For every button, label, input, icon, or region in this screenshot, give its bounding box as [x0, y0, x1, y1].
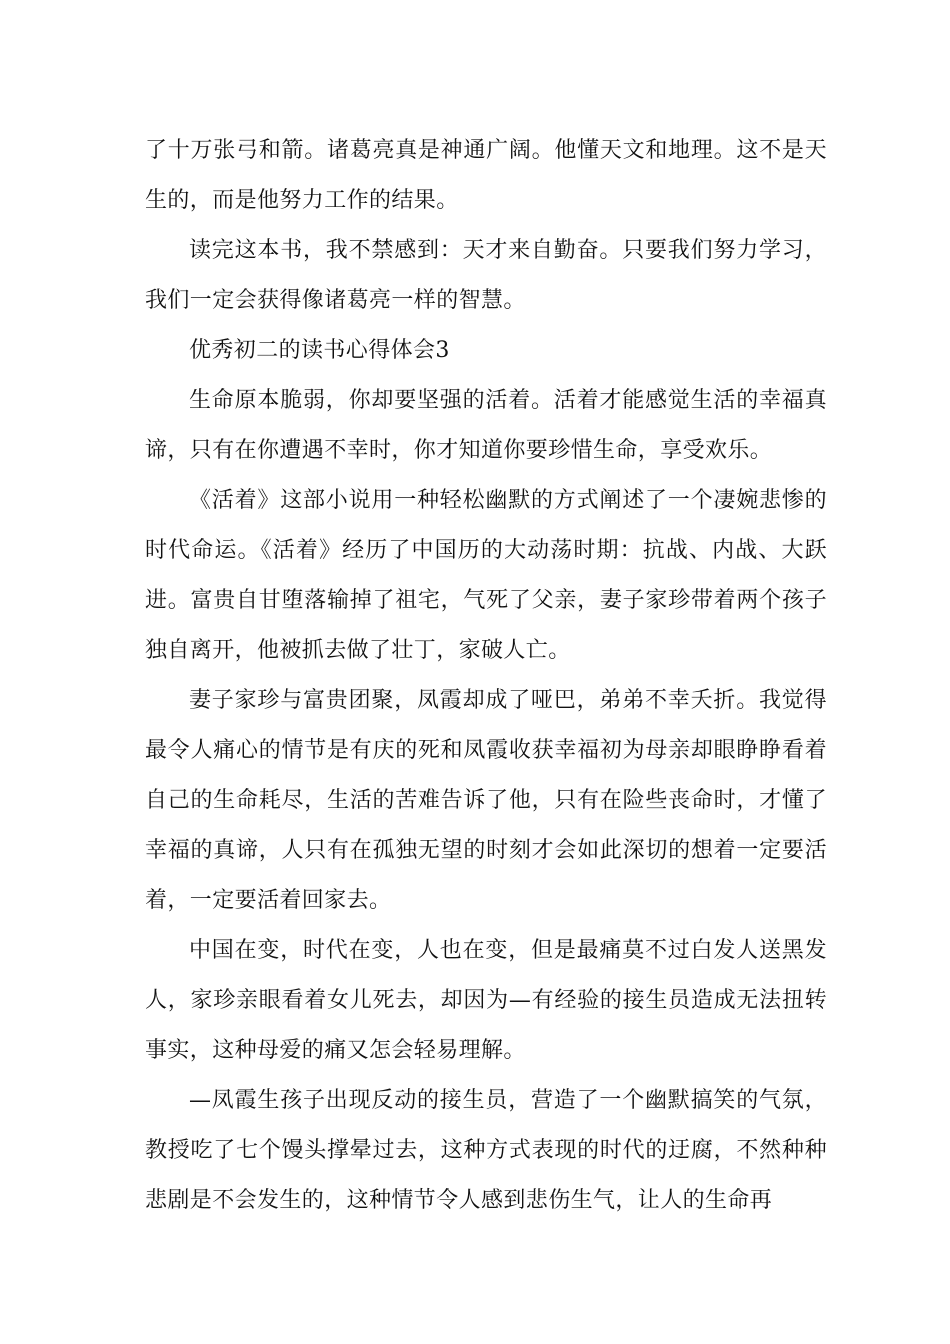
document-body [145, 126, 827, 1226]
paragraph-reunion: 妻子家珍与富贵团聚，凤霞却成了哑巴，弟弟不幸夭折。我觉得最令人痛心的情节是有庆的死和凤霞收获幸福初为母亲却眼睁睁看着自己的生命耗尽，生活的苦难告诉了他，只有在险些丧命时，才懂了幸福的真谛，人只有在孤独无望的时刻才会如此深切的想着一定要活着，一定要活着回家去。 [145, 688, 827, 913]
paragraph-life-fragile: 生命原本脆弱，你却要坚强的活着。活着才能感觉生活的幸福真谛，只有在你遭遇不幸时，你才知道你要珍惜生命，享受欢乐。 [145, 388, 827, 463]
paragraph-fengxia-birth: —凤霞生孩子出现反动的接生员，营造了一个幽默搞笑的气氛，教授吃了七个馒头撑晕过去，这种方式表现的时代的迂腐，不然种种悲剧是不会发生的，这种情节令人感到悲伤生气，让人的生命再 [145, 1088, 827, 1213]
paragraph-conclusion: 读完这本书，我不禁感到：天才来自勤奋。只要我们努力学习，我们一定会获得像诸葛亮一样的智慧。 [145, 238, 827, 313]
section-heading: 优秀初二的读书心得体会3 [189, 338, 450, 363]
paragraph-continued: 了十万张弓和箭。诸葛亮真是神通广阔。他懂天文和地理。这不是天生的，而是他努力工作的结果。 [145, 138, 827, 213]
paragraph-novel-summary: 《活着》这部小说用一种轻松幽默的方式阐述了一个凄婉悲惨的时代命运。《活着》经历了中国历的大动荡时期：抗战、内战、大跃进。富贵自甘堕落输掉了祖宅，气死了父亲，妻子家珍带着两个孩子独自离开，他被抓去做了壮丁，家破人亡。 [145, 488, 827, 663]
paragraph-times-change: 中国在变，时代在变，人也在变，但是最痛莫不过白发人送黑发人，家珍亲眼看着女儿死去，却因为—有经验的接生员造成无法扭转事实，这种母爱的痛又怎会轻易理解。 [145, 938, 827, 1063]
